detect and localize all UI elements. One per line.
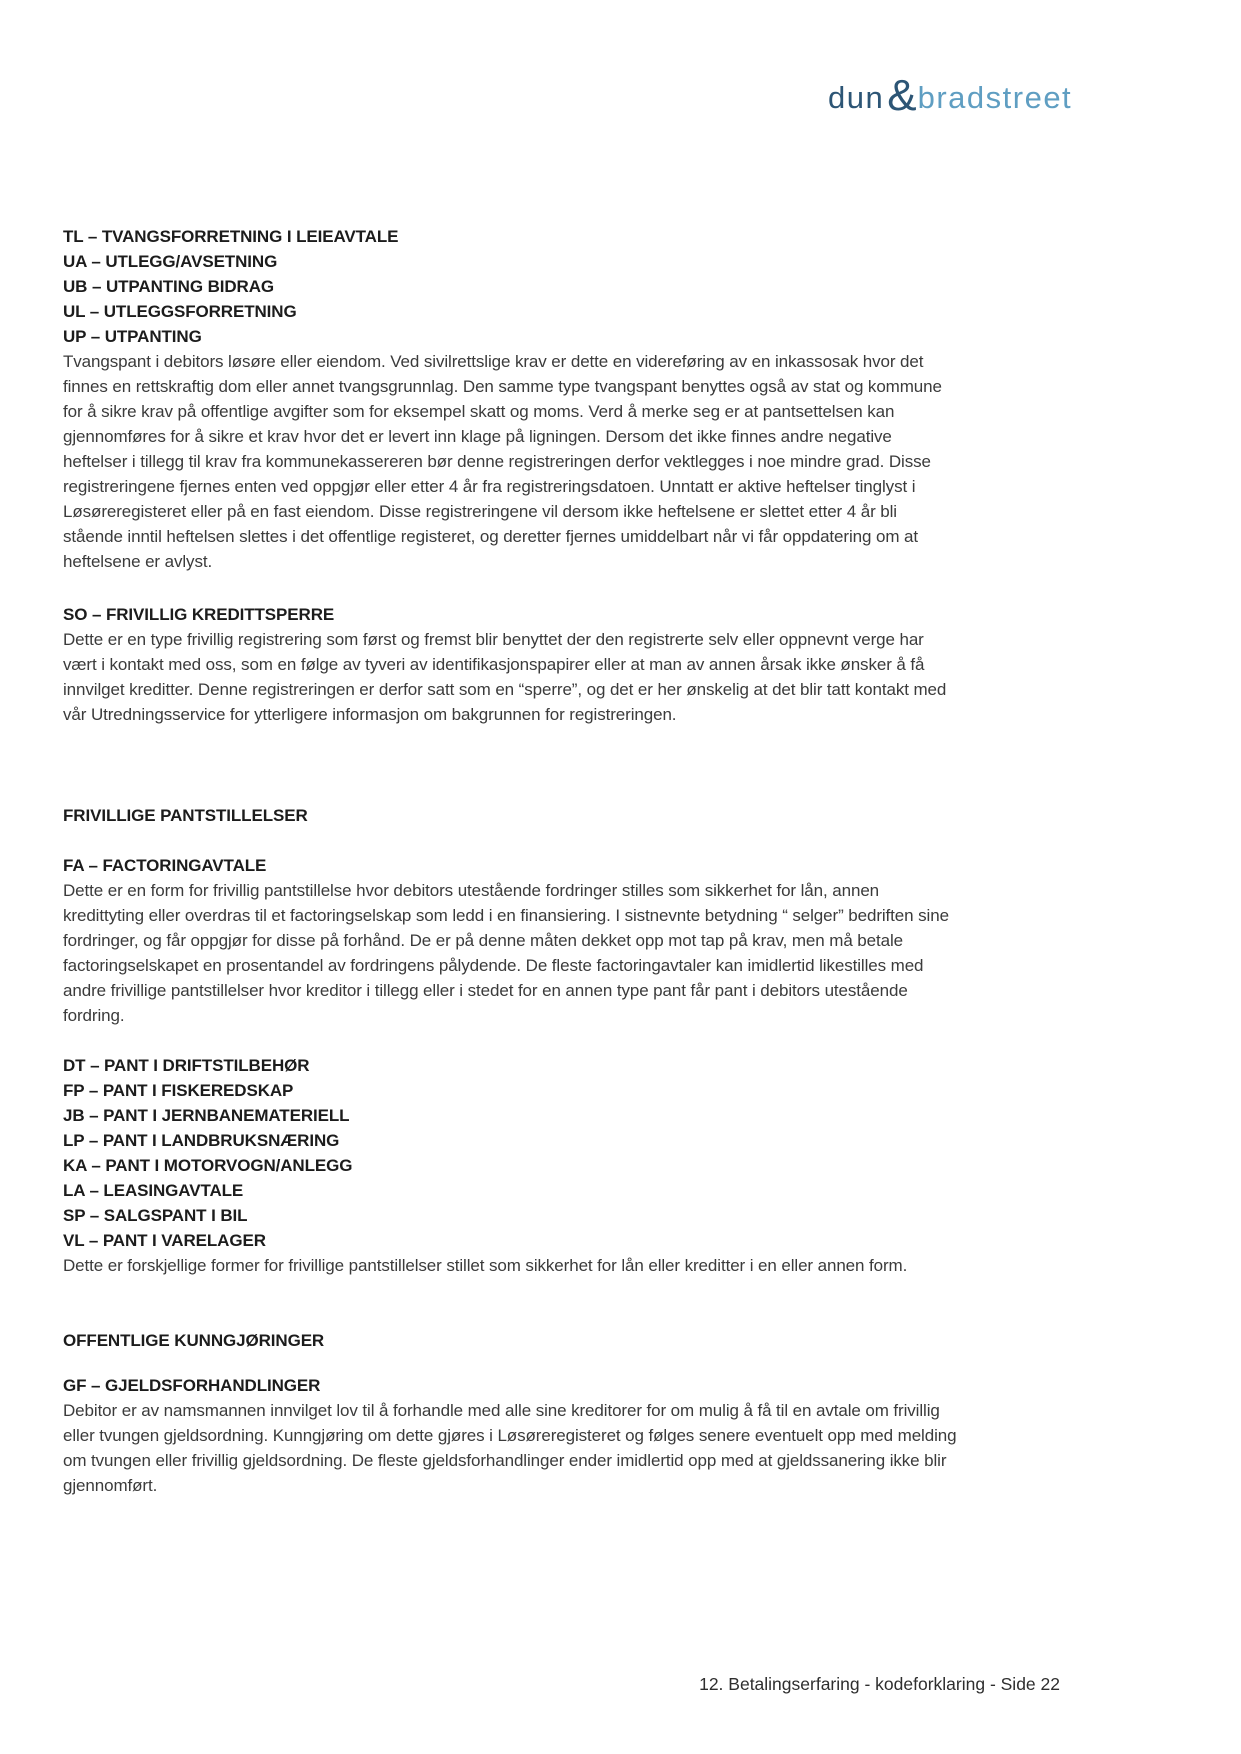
code-line-ua: UA – UTLEGG/AVSETNING xyxy=(63,252,278,271)
frivillige-pantstillelser-title: FRIVILLIGE PANTSTILLELSER xyxy=(63,806,308,825)
pant-paragraph: Dette er forskjellige former for frivillige pantstillelser stillet som sikkerhet for lån eller kreditter i en eller annen form. xyxy=(63,1256,908,1275)
dun-bradstreet-logo xyxy=(828,71,1073,120)
code-line-lp: LP – PANT I LANDBRUKSNÆRING xyxy=(63,1131,340,1150)
tvangs-paragraph: Tvangspant i debitors løsøre eller eiendom. Ved sivilrettslige krav er dette en videreføring av en inkassosak hvor det finnes en rettskraftig dom eller annet tvangsgrunnlag. Den samme type tvangspant benyttes også av stat og kommune for å sikre krav på offentlige avgifter som for eksempel skatt og moms. Verd å merke seg er at pantsettelsen kan gjennomføres for å sikre et krav hvor det er levert inn klage på ligningen. Dersom det ikke finnes andre negative heftelser i tillegg til krav fra kommunekassereren bør denne registreringen derfor vektlegges i noe mindre grad. Disse registreringene fjernes enten ved oppgjør eller etter 4 år fra registreringsdatoen. Unntatt er aktive heftelser tinglyst i Løsøreregisteret eller på en fast eiendom. Disse registreringene vil dersom ikke heftelsene er slettet etter 4 år bli stående inntil heftelsen slettes i det offentlige registeret, og deretter fjernes umiddelbart når vi får oppdatering om at heftelsene er avlyst. xyxy=(63,352,942,571)
code-line-tl: TL – TVANGSFORRETNING I LEIEAVTALE xyxy=(63,227,399,246)
code-line-sp: SP – SALGSPANT I BIL xyxy=(63,1206,248,1225)
fa-paragraph: Dette er en form for frivillig pantstillelse hvor debitors utestående fordringer stilles som sikkerhet for lån, annen kredittyting eller overdras til et factoringselskap som ledd i en finansiering. I sistnevnte betydning “ selger” bedriften sine fordringer, og får oppgjør for disse på forhånd. De er på denne måten dekket opp mot tap på krav, men må betale factoringselskapet en prosentandel av fordringens pålydende. De fleste factoringavtaler kan imidlertid likestilles med andre frivillige pantstillelser hvor kreditor i tillegg eller i stedet for en annen type pant får pant i debitors utestående fordring. xyxy=(63,881,949,1025)
code-line-fp: FP – PANT I FISKEREDSKAP xyxy=(63,1081,294,1100)
gf-section xyxy=(63,1373,960,1498)
page-footer: 12. Betalingserfaring - kodeforklaring - Side 22 xyxy=(699,1674,1060,1694)
gf-paragraph: Debitor er av namsmannen innvilget lov til å forhandle med alle sine kreditorer for om mulig å få til en avtale om frivillig eller tvungen gjeldsordning. Kunngjøring om dette gjøres i Løsøreregisteret og følges senere eventuelt opp med melding om tvungen eller frivillig gjeldsordning. De fleste gjeldsforhandlinger ender imidlertid opp med at gjeldssanering ikke blir gjennomført. xyxy=(63,1401,957,1495)
so-paragraph: Dette er en type frivillig registrering som først og fremst blir benyttet der den registrerte selv eller oppnevnt verge har vært i kontakt med oss, som en følge av tyveri av identifikasjonspapirer eller at man av annen årsak ikke ønsker å få innvilget kreditter. Denne registreringen er derfor satt som en “sperre”, og det er her ønskelig at det blir tatt kontakt med vår Utredningsservice for ytterligere informasjon om bakgrunnen for registreringen. xyxy=(63,630,947,724)
gf-heading: GF – GJELDSFORHANDLINGER xyxy=(63,1376,321,1395)
so-section xyxy=(63,602,960,727)
logo-word-bradstreet: bradstreet xyxy=(917,80,1073,115)
fa-heading: FA – FACTORINGAVTALE xyxy=(63,856,267,875)
code-line-vl: VL – PANT I VARELAGER xyxy=(63,1231,266,1250)
tvangs-code-list xyxy=(63,224,960,349)
logo-word-dun: dun xyxy=(828,80,885,115)
code-line-jb: JB – PANT I JERNBANEMATERIELL xyxy=(63,1106,350,1125)
so-heading: SO – FRIVILLIG KREDITTSPERRE xyxy=(63,605,335,624)
code-line-ub: UB – UTPANTING BIDRAG xyxy=(63,277,275,296)
code-line-dt: DT – PANT I DRIFTSTILBEHØR xyxy=(63,1056,310,1075)
code-line-ka: KA – PANT I MOTORVOGN/ANLEGG xyxy=(63,1156,353,1175)
code-line-ul: UL – UTLEGGSFORRETNING xyxy=(63,302,297,321)
code-line-la: LA – LEASINGAVTALE xyxy=(63,1181,244,1200)
ampersand-icon: & xyxy=(887,71,917,120)
fa-section xyxy=(63,853,960,1028)
code-line-up: UP – UTPANTING xyxy=(63,327,202,346)
pant-code-list xyxy=(63,1053,960,1253)
document-content xyxy=(63,224,960,1498)
offentlige-kunngjoringer-title: OFFENTLIGE KUNNGJØRINGER xyxy=(63,1331,325,1350)
